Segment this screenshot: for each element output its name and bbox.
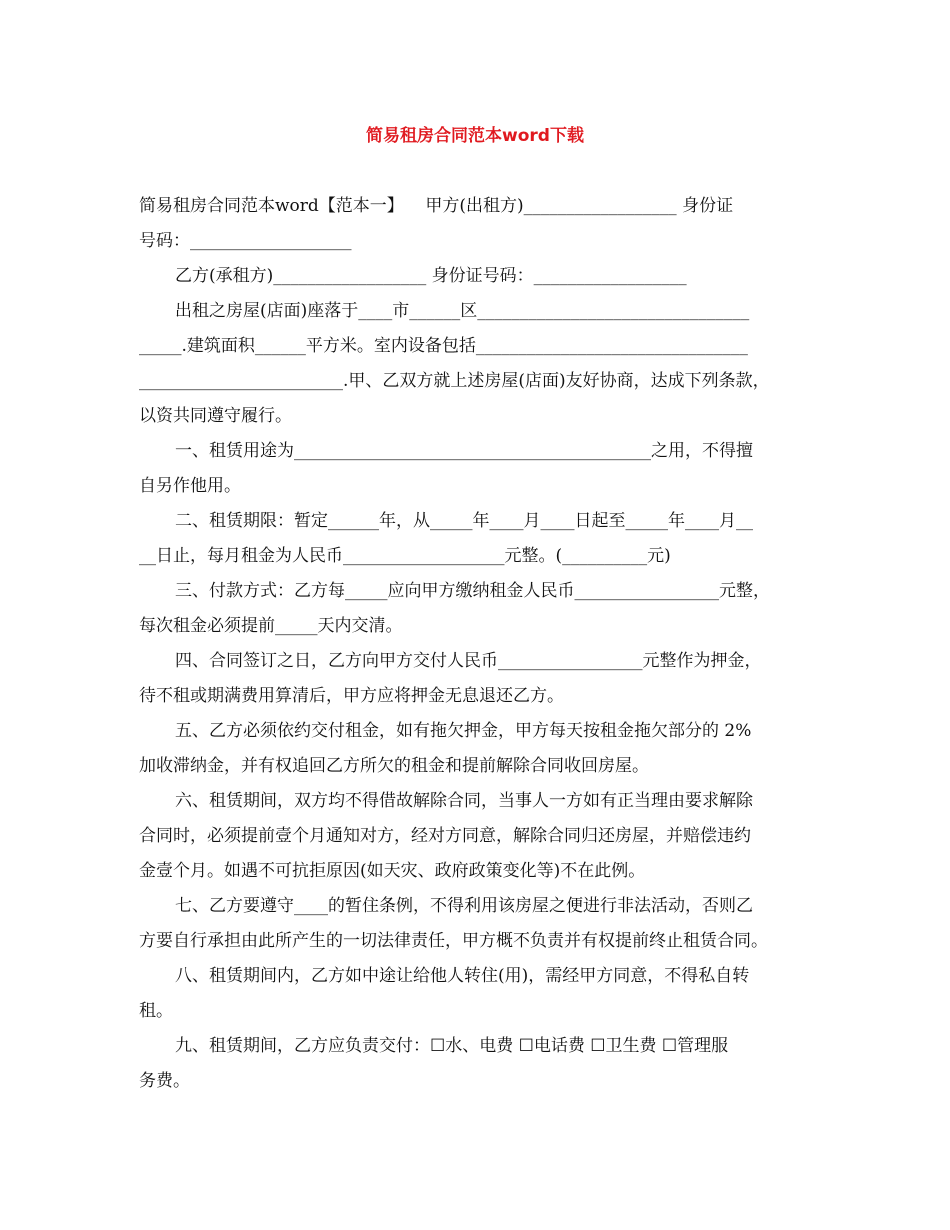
text-line: 加收滞纳金，并有权追回乙方所欠的租金和提前解除合同收回房屋。	[139, 756, 649, 776]
text-line: 出租之房屋(店面)座落于____市______区________________________________	[175, 301, 750, 321]
text-line: 二、租赁期限：暂定______年，从_____年____月____日起至_____年____月__	[175, 511, 753, 531]
text-line: 务费。	[139, 1071, 190, 1091]
text-line: 自另作他用。	[139, 476, 241, 496]
document-title: 简易租房合同范本word下载	[366, 126, 584, 146]
text-line: 简易租房合同范本word【范本一】 甲方(出租方)__________________ 身份证	[139, 196, 734, 216]
text-line: 号码：___________________	[139, 231, 352, 251]
text-line: __日止，每月租金为人民币___________________元整。(__________元)	[139, 546, 671, 566]
text-line: 七、乙方要遵守____的暂住条例，不得利用该房屋之便进行非法活动，否则乙	[175, 896, 753, 916]
text-line: ________________________.甲、乙双方就上述房屋(店面)友好协商，达成下列条款，	[139, 371, 770, 391]
text-line: 合同时，必须提前壹个月通知对方，经对方同意，解除合同归还房屋，并赔偿违约	[139, 826, 751, 846]
text-line: 以资共同遵守履行。	[139, 406, 292, 426]
text-line: 方要自行承担由此所产生的一切法律责任，甲方概不负责并有权提前终止租赁合同。	[139, 931, 768, 951]
text-line: 五、乙方必须依约交付租金，如有拖欠押金，甲方每天按租金拖欠部分的 2%	[175, 721, 752, 741]
text-line: 金壹个月。如遇不可抗拒原因(如天灾、政府政策变化等)不在此例。	[139, 861, 646, 881]
text-line: 八、租赁期间内，乙方如中途让给他人转住(用)，需经甲方同意，不得私自转	[175, 966, 750, 986]
text-line: 九、租赁期间，乙方应负责交付：☐水、电费 ☐电话费 ☐卫生费 ☐管理服	[175, 1036, 729, 1056]
text-line: 三、付款方式：乙方每_____应向甲方缴纳租金人民币_________________元整，	[175, 581, 770, 601]
text-line: 六、租赁期间，双方均不得借故解除合同，当事人一方如有正当理由要求解除	[175, 791, 753, 811]
text-line: 租。	[139, 1001, 173, 1021]
text-line: 乙方(承租方)__________________ 身份证号码：__________________	[175, 266, 687, 286]
text-line: _____.建筑面积______平方米。室内设备包括________________________________	[139, 336, 748, 356]
text-line: 每次租金必须提前_____天内交清。	[139, 616, 403, 636]
text-line: 待不租或期满费用算清后，甲方应将押金无息退还乙方。	[139, 686, 564, 706]
text-line: 四、合同签订之日，乙方向甲方交付人民币_________________元整作为押金，	[175, 651, 762, 671]
text-line: 一、租赁用途为__________________________________________之用，不得擅	[175, 441, 753, 461]
